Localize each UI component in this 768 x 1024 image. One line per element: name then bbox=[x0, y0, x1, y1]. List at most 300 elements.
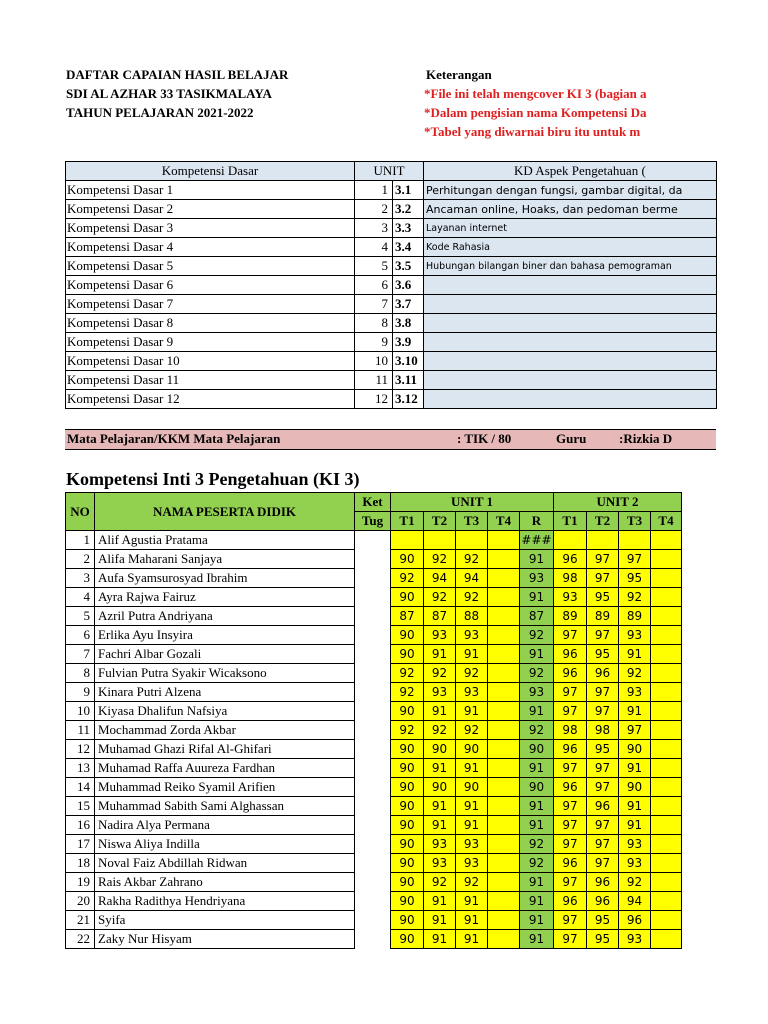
kd-code: 3.1 bbox=[393, 181, 424, 200]
score-u2-t3: 91 bbox=[619, 759, 651, 778]
student-row bbox=[66, 873, 682, 892]
score-u1-t3: 91 bbox=[456, 930, 488, 949]
note-2: *Dalam pengisian nama Kompetensi Da bbox=[424, 105, 647, 120]
score-u2-t4 bbox=[651, 892, 682, 911]
title-line-3: TAHUN PELAJARAN 2021-2022 bbox=[66, 105, 254, 120]
score-u2-t1: 97 bbox=[554, 702, 587, 721]
student-no: 9 bbox=[66, 683, 95, 702]
score-u2-t4 bbox=[651, 854, 682, 873]
score-u1-t1: 90 bbox=[391, 778, 424, 797]
kd-description bbox=[424, 333, 717, 352]
score-u1-t2: 91 bbox=[424, 930, 456, 949]
score-u2-t4 bbox=[651, 740, 682, 759]
score-u2-t1: 97 bbox=[554, 626, 587, 645]
score-u2-t1: 97 bbox=[554, 759, 587, 778]
score-u2-t2: 96 bbox=[587, 892, 619, 911]
kd-description bbox=[424, 314, 717, 333]
student-ket-tug bbox=[355, 550, 391, 569]
kd-header-unit: UNIT bbox=[355, 162, 424, 181]
kd-row bbox=[66, 333, 717, 352]
score-u2-t1: 98 bbox=[554, 569, 587, 588]
score-u1-t4 bbox=[488, 702, 520, 721]
score-u1-t4 bbox=[488, 531, 520, 550]
student-name: Kiyasa Dhalifun Nafsiya bbox=[95, 702, 355, 721]
score-u1-r: ### bbox=[520, 531, 554, 550]
score-u1-t4 bbox=[488, 930, 520, 949]
score-u1-t3: 92 bbox=[456, 721, 488, 740]
student-name: Zaky Nur Hisyam bbox=[95, 930, 355, 949]
score-u2-t3: 91 bbox=[619, 797, 651, 816]
score-u2-t1: 96 bbox=[554, 892, 587, 911]
student-name: Aufa Syamsurosyad Ibrahim bbox=[95, 569, 355, 588]
student-row bbox=[66, 588, 682, 607]
score-u1-r: 91 bbox=[520, 797, 554, 816]
score-u1-t3: 91 bbox=[456, 759, 488, 778]
score-u2-t2: 97 bbox=[587, 759, 619, 778]
score-u1-t1: 90 bbox=[391, 588, 424, 607]
score-u1-t4 bbox=[488, 740, 520, 759]
score-u1-t2: 87 bbox=[424, 607, 456, 626]
score-u1-r: 93 bbox=[520, 683, 554, 702]
score-u1-t2: 93 bbox=[424, 835, 456, 854]
student-row bbox=[66, 854, 682, 873]
score-u2-t2: 97 bbox=[587, 702, 619, 721]
student-no: 8 bbox=[66, 664, 95, 683]
student-row bbox=[66, 626, 682, 645]
score-u1-t2: 91 bbox=[424, 759, 456, 778]
kd-unit: 4 bbox=[355, 238, 393, 257]
student-name: Muhamad Raffa Auureza Fardhan bbox=[95, 759, 355, 778]
score-u2-t3 bbox=[619, 531, 651, 550]
score-u1-t4 bbox=[488, 664, 520, 683]
student-row bbox=[66, 911, 682, 930]
student-name: Noval Faiz Abdillah Ridwan bbox=[95, 854, 355, 873]
student-ket-tug bbox=[355, 835, 391, 854]
score-u2-t3: 92 bbox=[619, 873, 651, 892]
score-u2-t1: 97 bbox=[554, 797, 587, 816]
student-row bbox=[66, 607, 682, 626]
score-u1-t1: 90 bbox=[391, 892, 424, 911]
student-header-row-1 bbox=[66, 493, 682, 512]
score-u2-t3: 93 bbox=[619, 683, 651, 702]
score-u2-t2: 95 bbox=[587, 645, 619, 664]
score-u1-r: 91 bbox=[520, 645, 554, 664]
score-u1-t1: 90 bbox=[391, 873, 424, 892]
score-u1-t2 bbox=[424, 531, 456, 550]
header-u2-t3: T3 bbox=[619, 512, 651, 531]
header-u1-r: R bbox=[520, 512, 554, 531]
student-no: 21 bbox=[66, 911, 95, 930]
student-name: Alif Agustia Pratama bbox=[95, 531, 355, 550]
score-u1-t4 bbox=[488, 645, 520, 664]
score-u2-t2: 97 bbox=[587, 854, 619, 873]
score-u1-t4 bbox=[488, 835, 520, 854]
title-line-2: SDI AL AZHAR 33 TASIKMALAYA bbox=[66, 86, 272, 101]
student-no: 16 bbox=[66, 816, 95, 835]
score-u1-r: 91 bbox=[520, 911, 554, 930]
kd-description bbox=[424, 352, 717, 371]
kd-header-kompetensi: Kompetensi Dasar bbox=[66, 162, 355, 181]
score-u1-t2: 94 bbox=[424, 569, 456, 588]
header-u1-t1: T1 bbox=[391, 512, 424, 531]
score-u1-t4 bbox=[488, 778, 520, 797]
score-u1-t2: 93 bbox=[424, 854, 456, 873]
student-ket-tug bbox=[355, 588, 391, 607]
student-no: 22 bbox=[66, 930, 95, 949]
score-u2-t2: 96 bbox=[587, 797, 619, 816]
student-name: Rais Akbar Zahrano bbox=[95, 873, 355, 892]
score-u1-t4 bbox=[488, 854, 520, 873]
kd-header-row bbox=[66, 162, 717, 181]
score-u1-t4 bbox=[488, 588, 520, 607]
score-u2-t4 bbox=[651, 873, 682, 892]
student-no: 17 bbox=[66, 835, 95, 854]
score-u1-t2: 92 bbox=[424, 588, 456, 607]
student-ket-tug bbox=[355, 531, 391, 550]
student-no: 19 bbox=[66, 873, 95, 892]
student-ket-tug bbox=[355, 892, 391, 911]
score-u1-t3: 91 bbox=[456, 645, 488, 664]
score-u2-t4 bbox=[651, 588, 682, 607]
student-ket-tug bbox=[355, 645, 391, 664]
student-ket-tug bbox=[355, 759, 391, 778]
kd-name: Kompetensi Dasar 12 bbox=[66, 390, 355, 409]
score-u1-r: 92 bbox=[520, 854, 554, 873]
score-u2-t3: 92 bbox=[619, 664, 651, 683]
student-ket-tug bbox=[355, 930, 391, 949]
score-u1-t1: 90 bbox=[391, 759, 424, 778]
score-u2-t1: 97 bbox=[554, 911, 587, 930]
student-name: Erlika Ayu Insyira bbox=[95, 626, 355, 645]
score-u1-t1: 90 bbox=[391, 645, 424, 664]
score-u1-r: 90 bbox=[520, 778, 554, 797]
score-u2-t2: 97 bbox=[587, 778, 619, 797]
note-3: *Tabel yang diwarnai biru itu untuk m bbox=[424, 124, 641, 139]
header-unit-2: UNIT 2 bbox=[554, 493, 682, 512]
score-u2-t2: 97 bbox=[587, 569, 619, 588]
score-u1-t3: 92 bbox=[456, 873, 488, 892]
score-u1-t3: 93 bbox=[456, 683, 488, 702]
score-u2-t3: 97 bbox=[619, 721, 651, 740]
student-table bbox=[65, 492, 682, 949]
student-name: Fulvian Putra Syakir Wicaksono bbox=[95, 664, 355, 683]
kd-code: 3.12 bbox=[393, 390, 424, 409]
kd-name: Kompetensi Dasar 5 bbox=[66, 257, 355, 276]
kd-header-aspek: KD Aspek Pengetahuan ( bbox=[424, 162, 717, 181]
student-ket-tug bbox=[355, 816, 391, 835]
student-row bbox=[66, 835, 682, 854]
score-u1-t3: 90 bbox=[456, 740, 488, 759]
kd-description: Kode Rahasia bbox=[424, 238, 717, 257]
kd-row bbox=[66, 314, 717, 333]
score-u1-t3: 93 bbox=[456, 626, 488, 645]
student-ket-tug bbox=[355, 702, 391, 721]
score-u2-t1: 89 bbox=[554, 607, 587, 626]
kd-description: Hubungan bilangan biner dan bahasa pemograman bbox=[424, 257, 717, 276]
score-u1-r: 91 bbox=[520, 550, 554, 569]
score-u2-t4 bbox=[651, 569, 682, 588]
score-u2-t1: 96 bbox=[554, 645, 587, 664]
score-u2-t1: 93 bbox=[554, 588, 587, 607]
score-u1-r: 91 bbox=[520, 759, 554, 778]
score-u1-t2: 90 bbox=[424, 778, 456, 797]
score-u2-t2: 97 bbox=[587, 835, 619, 854]
student-row bbox=[66, 816, 682, 835]
score-u2-t2: 95 bbox=[587, 930, 619, 949]
kd-row bbox=[66, 295, 717, 314]
header-ket: Ket bbox=[355, 493, 391, 512]
score-u1-t3: 92 bbox=[456, 550, 488, 569]
score-u2-t1: 96 bbox=[554, 740, 587, 759]
score-u1-r: 92 bbox=[520, 664, 554, 683]
score-u2-t2: 95 bbox=[587, 911, 619, 930]
guru-value: :Rizkia D bbox=[619, 431, 673, 446]
student-ket-tug bbox=[355, 911, 391, 930]
kd-description bbox=[424, 390, 717, 409]
kd-row bbox=[66, 390, 717, 409]
student-ket-tug bbox=[355, 873, 391, 892]
score-u1-t2: 91 bbox=[424, 797, 456, 816]
score-u1-t4 bbox=[488, 759, 520, 778]
student-name: Azril Putra Andriyana bbox=[95, 607, 355, 626]
score-u2-t1: 97 bbox=[554, 873, 587, 892]
kd-name: Kompetensi Dasar 11 bbox=[66, 371, 355, 390]
kd-code: 3.3 bbox=[393, 219, 424, 238]
header-u1-t3: T3 bbox=[456, 512, 488, 531]
score-u2-t2: 97 bbox=[587, 626, 619, 645]
kd-description bbox=[424, 295, 717, 314]
kd-unit: 11 bbox=[355, 371, 393, 390]
kd-row bbox=[66, 238, 717, 257]
student-no: 7 bbox=[66, 645, 95, 664]
student-ket-tug bbox=[355, 607, 391, 626]
kd-row bbox=[66, 352, 717, 371]
score-u2-t3: 91 bbox=[619, 816, 651, 835]
score-u1-t2: 91 bbox=[424, 892, 456, 911]
kd-unit: 5 bbox=[355, 257, 393, 276]
score-u2-t4 bbox=[651, 911, 682, 930]
student-ket-tug bbox=[355, 569, 391, 588]
kd-code: 3.7 bbox=[393, 295, 424, 314]
header-u2-t4: T4 bbox=[651, 512, 682, 531]
score-u1-t2: 92 bbox=[424, 664, 456, 683]
student-ket-tug bbox=[355, 664, 391, 683]
mapel-value: : TIK / 80 bbox=[457, 431, 512, 446]
score-u1-t2: 91 bbox=[424, 702, 456, 721]
score-u1-t3: 90 bbox=[456, 778, 488, 797]
kd-unit: 6 bbox=[355, 276, 393, 295]
score-u1-t1: 87 bbox=[391, 607, 424, 626]
student-row bbox=[66, 778, 682, 797]
student-no: 10 bbox=[66, 702, 95, 721]
score-u1-t1: 90 bbox=[391, 740, 424, 759]
score-u1-t1: 90 bbox=[391, 930, 424, 949]
kd-name: Kompetensi Dasar 9 bbox=[66, 333, 355, 352]
kd-description: Perhitungan dengan fungsi, gambar digital, da bbox=[424, 181, 717, 200]
kd-code: 3.8 bbox=[393, 314, 424, 333]
score-u2-t4 bbox=[651, 702, 682, 721]
student-ket-tug bbox=[355, 854, 391, 873]
score-u2-t1: 96 bbox=[554, 550, 587, 569]
kd-name: Kompetensi Dasar 4 bbox=[66, 238, 355, 257]
score-u2-t3: 90 bbox=[619, 778, 651, 797]
student-row bbox=[66, 664, 682, 683]
student-no: 12 bbox=[66, 740, 95, 759]
score-u2-t3: 93 bbox=[619, 626, 651, 645]
kd-row bbox=[66, 371, 717, 390]
student-row bbox=[66, 797, 682, 816]
kd-row bbox=[66, 219, 717, 238]
mapel-bar bbox=[65, 429, 716, 450]
header-u2-t2: T2 bbox=[587, 512, 619, 531]
score-u2-t4 bbox=[651, 683, 682, 702]
student-no: 20 bbox=[66, 892, 95, 911]
score-u2-t2: 95 bbox=[587, 588, 619, 607]
score-u2-t1: 96 bbox=[554, 778, 587, 797]
score-u1-r: 91 bbox=[520, 702, 554, 721]
header-u1-t2: T2 bbox=[424, 512, 456, 531]
score-u2-t3: 94 bbox=[619, 892, 651, 911]
score-u1-t1: 92 bbox=[391, 683, 424, 702]
student-name: Alifa Maharani Sanjaya bbox=[95, 550, 355, 569]
kd-description bbox=[424, 371, 717, 390]
student-name: Kinara Putri Alzena bbox=[95, 683, 355, 702]
score-u1-t1: 90 bbox=[391, 835, 424, 854]
score-u1-t4 bbox=[488, 626, 520, 645]
score-u1-t1: 90 bbox=[391, 797, 424, 816]
kd-unit: 8 bbox=[355, 314, 393, 333]
score-u1-r: 87 bbox=[520, 607, 554, 626]
student-ket-tug bbox=[355, 797, 391, 816]
score-u2-t1: 97 bbox=[554, 816, 587, 835]
kd-description: Ancaman online, Hoaks, dan pedoman berme bbox=[424, 200, 717, 219]
student-no: 6 bbox=[66, 626, 95, 645]
student-ket-tug bbox=[355, 626, 391, 645]
score-u2-t3: 92 bbox=[619, 588, 651, 607]
student-no: 14 bbox=[66, 778, 95, 797]
score-u2-t1: 97 bbox=[554, 930, 587, 949]
kd-code: 3.4 bbox=[393, 238, 424, 257]
header-u1-t4: T4 bbox=[488, 512, 520, 531]
score-u2-t3: 90 bbox=[619, 740, 651, 759]
score-u2-t4 bbox=[651, 550, 682, 569]
score-u1-t4 bbox=[488, 911, 520, 930]
score-u2-t1: 96 bbox=[554, 854, 587, 873]
score-u1-r: 92 bbox=[520, 835, 554, 854]
score-u2-t3: 93 bbox=[619, 854, 651, 873]
score-u1-t3: 91 bbox=[456, 911, 488, 930]
score-u2-t1: 96 bbox=[554, 664, 587, 683]
score-u2-t3: 89 bbox=[619, 607, 651, 626]
score-u2-t4 bbox=[651, 645, 682, 664]
student-name: Mochammad Zorda Akbar bbox=[95, 721, 355, 740]
score-u1-t2: 92 bbox=[424, 873, 456, 892]
score-u2-t1: 98 bbox=[554, 721, 587, 740]
score-u1-r: 91 bbox=[520, 588, 554, 607]
student-row bbox=[66, 645, 682, 664]
score-u2-t3: 95 bbox=[619, 569, 651, 588]
student-name: Muhamad Ghazi Rifal Al-Ghifari bbox=[95, 740, 355, 759]
kd-table bbox=[65, 161, 717, 409]
score-u1-r: 92 bbox=[520, 626, 554, 645]
score-u1-r: 91 bbox=[520, 873, 554, 892]
kd-code: 3.2 bbox=[393, 200, 424, 219]
kd-unit: 12 bbox=[355, 390, 393, 409]
score-u1-t1 bbox=[391, 531, 424, 550]
guru-label: Guru bbox=[556, 431, 587, 446]
header-tug: Tug bbox=[355, 512, 391, 531]
score-u1-t3: 91 bbox=[456, 702, 488, 721]
student-ket-tug bbox=[355, 740, 391, 759]
score-u2-t3: 91 bbox=[619, 645, 651, 664]
student-no: 1 bbox=[66, 531, 95, 550]
header-no: NO bbox=[66, 493, 95, 531]
score-u2-t4 bbox=[651, 721, 682, 740]
kd-unit: 1 bbox=[355, 181, 393, 200]
score-u1-t3: 88 bbox=[456, 607, 488, 626]
score-u2-t4 bbox=[651, 797, 682, 816]
score-u2-t2: 97 bbox=[587, 550, 619, 569]
score-u2-t4 bbox=[651, 626, 682, 645]
score-u1-t3: 93 bbox=[456, 835, 488, 854]
score-u2-t2: 96 bbox=[587, 664, 619, 683]
kd-unit: 9 bbox=[355, 333, 393, 352]
score-u1-t3: 94 bbox=[456, 569, 488, 588]
score-u2-t4 bbox=[651, 531, 682, 550]
score-u1-t2: 92 bbox=[424, 550, 456, 569]
score-u2-t2: 89 bbox=[587, 607, 619, 626]
kd-unit: 2 bbox=[355, 200, 393, 219]
student-row bbox=[66, 683, 682, 702]
student-name: Muhammad Reiko Syamil Arifien bbox=[95, 778, 355, 797]
student-no: 13 bbox=[66, 759, 95, 778]
kd-name: Kompetensi Dasar 2 bbox=[66, 200, 355, 219]
student-ket-tug bbox=[355, 778, 391, 797]
student-no: 2 bbox=[66, 550, 95, 569]
kd-name: Kompetensi Dasar 6 bbox=[66, 276, 355, 295]
score-u2-t1: 97 bbox=[554, 835, 587, 854]
score-u2-t3: 91 bbox=[619, 702, 651, 721]
student-row bbox=[66, 702, 682, 721]
student-name: Syifa bbox=[95, 911, 355, 930]
ki3-title: Kompetensi Inti 3 Pengetahuan (KI 3) bbox=[66, 469, 360, 489]
kd-name: Kompetensi Dasar 1 bbox=[66, 181, 355, 200]
score-u1-t3: 92 bbox=[456, 664, 488, 683]
header-unit-1: UNIT 1 bbox=[391, 493, 554, 512]
score-u1-t4 bbox=[488, 569, 520, 588]
score-u2-t1 bbox=[554, 531, 587, 550]
kd-description bbox=[424, 276, 717, 295]
score-u2-t2: 95 bbox=[587, 740, 619, 759]
score-u2-t3: 93 bbox=[619, 835, 651, 854]
student-row bbox=[66, 740, 682, 759]
score-u1-t2: 93 bbox=[424, 683, 456, 702]
score-u2-t4 bbox=[651, 778, 682, 797]
score-u1-r: 93 bbox=[520, 569, 554, 588]
score-u1-t1: 92 bbox=[391, 664, 424, 683]
student-name: Ayra Rajwa Fairuz bbox=[95, 588, 355, 607]
score-u1-t3: 91 bbox=[456, 816, 488, 835]
score-u1-r: 91 bbox=[520, 816, 554, 835]
kd-code: 3.6 bbox=[393, 276, 424, 295]
kd-code: 3.11 bbox=[393, 371, 424, 390]
student-name: Fachri Albar Gozali bbox=[95, 645, 355, 664]
keterangan-label: Keterangan bbox=[426, 67, 492, 82]
student-row bbox=[66, 721, 682, 740]
score-u1-t3: 91 bbox=[456, 892, 488, 911]
score-u2-t4 bbox=[651, 759, 682, 778]
score-u1-t3: 93 bbox=[456, 854, 488, 873]
